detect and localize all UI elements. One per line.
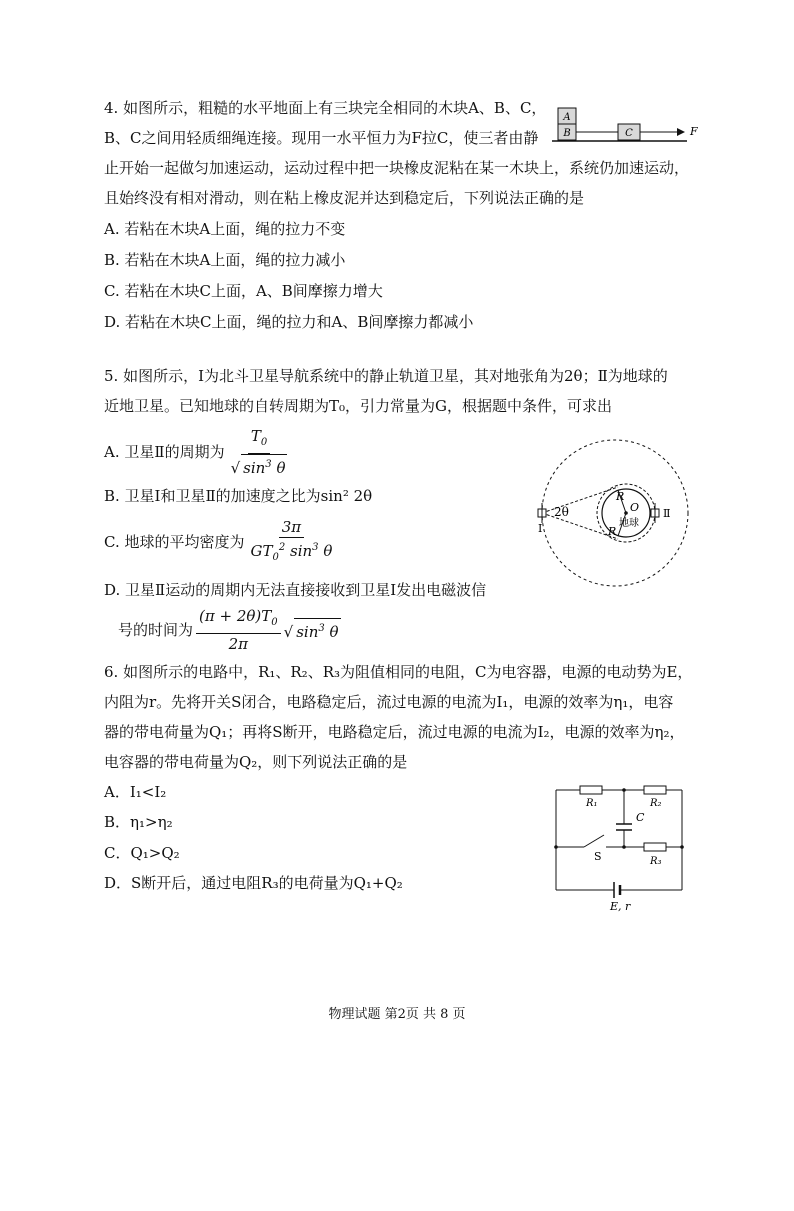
label-sat-ii: Ⅱ (663, 507, 671, 520)
q4-line3: 止开始一起做匀加速运动，运动过程中把一块橡皮泥粘在某一木块上，系统仍加速运动， (104, 159, 690, 177)
q6-option-b: B．η₁>η₂ (104, 813, 173, 831)
q4-option-b: B. 若粘在木块A上面，绳的拉力减小 (104, 251, 346, 269)
label-er: E, r (610, 900, 631, 913)
satellite-i-icon (538, 503, 546, 523)
q5-option-d-text: 号的时间为 (118, 621, 194, 639)
q4-line4: 且始终没有相对滑动，则在粘上橡皮泥并达到稳定后，下列说法正确的是 (104, 189, 585, 207)
force-arrow-head (677, 128, 685, 136)
center-point (624, 511, 628, 515)
q5-option-a (104, 427, 293, 477)
q4-option-d: D. 若粘在木块C上面，绳的拉力和A、B间摩擦力都减小 (104, 313, 474, 331)
q5-orbit-figure (536, 420, 696, 610)
junction-right (680, 845, 684, 849)
label-r-upper: R (616, 490, 625, 503)
q5-option-a-text: A. 卫星Ⅱ的周期为 (104, 443, 225, 461)
page-footer: 物理试题 第2页 共 8 页 (328, 1007, 466, 1022)
q4-line2: B、C之间用轻质细绳连接。现用一水平恒力为F拉C，使三者由静 (104, 129, 539, 147)
resistor-r2 (644, 786, 666, 794)
q6-circuit-figure (548, 780, 690, 916)
label-r1: R₁ (586, 798, 598, 809)
q6-option-c: C．Q₁>Q₂ (104, 844, 180, 862)
q5-option-a-formula: $\frac{T_0}{√ \sin^3 \theta}$ (230, 427, 286, 477)
q6-line1: 6. 如图所示的电路中，R₁、R₂、R₃为阻值相同的电阻，C为电容器，电源的电动势为E， (104, 663, 693, 681)
q4-line1: 4. 如图所示，粗糙的水平地面上有三块完全相同的木块A、B、C， (104, 99, 547, 117)
q5-option-d-line2: 号的时间为 $\frac{(\pi + 2\theta)T_0}{2\pi}$ √ $\sin^3 \theta$ (118, 607, 339, 653)
q5-line2: 近地卫星。已知地球的自转周期为T₀，引力常量为G，根据题中条件，可求出 (104, 397, 613, 415)
q5-option-d-formula: $\frac{(\pi + 2\theta)T_0}{2\pi}$ (196, 606, 281, 654)
switch-s[interactable] (584, 835, 604, 847)
q4-option-c: C. 若粘在木块C上面，A、B间摩擦力增大 (104, 282, 383, 300)
label-r3: R₃ (650, 856, 662, 867)
q6-line4: 电容器的带电荷量为Q₂，则下列说法正确的是 (104, 753, 408, 771)
label-sat-i: Ⅰ (538, 522, 543, 535)
label-b: B (563, 128, 571, 139)
q5-line1: 5. 如图所示，Ⅰ为北斗卫星导航系统中的静止轨道卫星，其对地张角为2θ；Ⅱ为地球的 (104, 367, 668, 385)
label-c: C (636, 811, 645, 824)
label-o: O (630, 501, 640, 514)
resistor-r3 (644, 843, 666, 851)
q5-option-c (104, 517, 338, 564)
q6-line3: 器的带电荷量为Q₁；再将S断开，电路稳定后，流过电源的电流为I₂，电源的效率为η₂， (104, 723, 685, 741)
junction-mid (622, 845, 626, 849)
label-c: C (625, 128, 633, 139)
label-s: S (594, 850, 602, 863)
label-a: A (563, 112, 571, 123)
q5-option-b: B. 卫星Ⅰ和卫星Ⅱ的加速度之比为sin² 2θ (104, 487, 373, 505)
label-2theta: 2θ (554, 505, 569, 519)
resistor-r1 (580, 786, 602, 794)
q6-option-d: D．S断开后，通过电阻R₃的电荷量为Q₁+Q₂ (104, 874, 403, 892)
q5-option-d-line1: D. 卫星Ⅱ运动的周期内无法直接接收到卫星Ⅰ发出电磁波信 (104, 581, 487, 599)
q6-line2: 内阻为r。先将开关S闭合，电路稳定后，流过电源的电流为I₁，电源的效率为η₁，电容 (104, 693, 674, 711)
q5-option-c-formula: $\frac{3\pi}{GT_0^2 \sin^3 \theta}$ (250, 517, 333, 563)
q5-option-c-text: C. 地球的平均密度为 (104, 533, 245, 551)
label-r-lower: R (608, 525, 617, 538)
q4-option-a: A. 若粘在木块A上面，绳的拉力不变 (104, 220, 346, 238)
label-f: F (690, 125, 698, 138)
label-r2: R₂ (650, 798, 662, 809)
label-earth: 地球 (619, 518, 639, 529)
q4-blocks-figure (552, 104, 700, 148)
q6-option-a: A．I₁<I₂ (104, 783, 167, 801)
satellite-ii-icon (651, 503, 659, 523)
